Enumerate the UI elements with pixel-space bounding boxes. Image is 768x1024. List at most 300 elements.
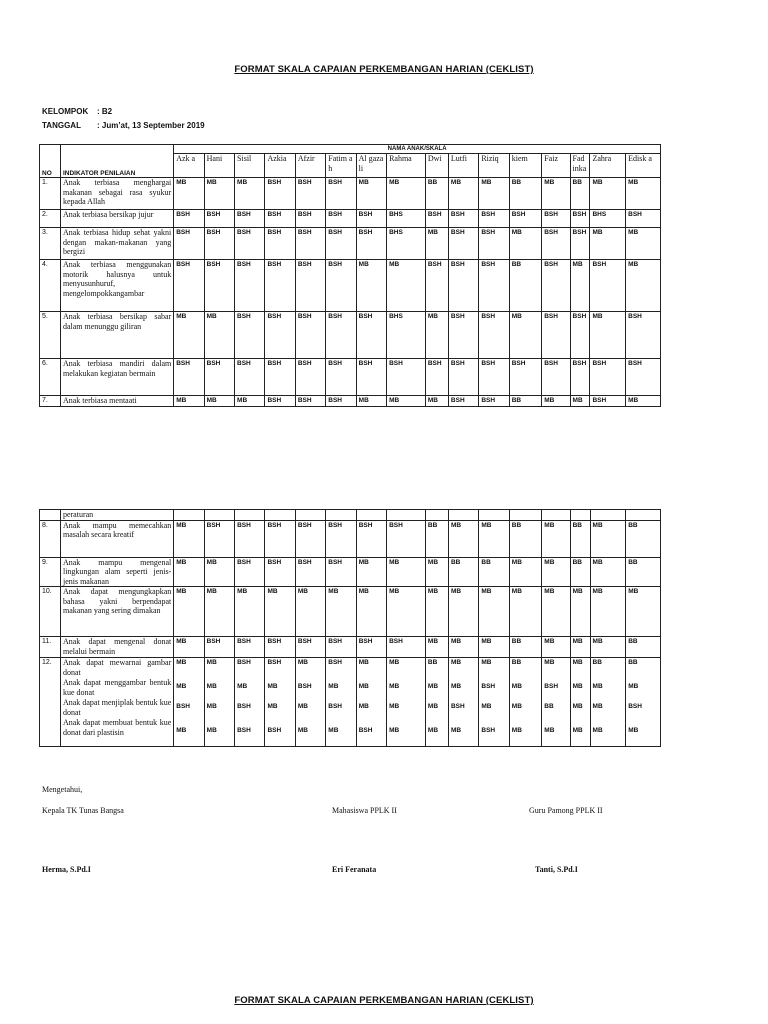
skala-value: MB (570, 587, 590, 637)
indikator-text: Anak mampu mengenal lingkungan alam seperti jenis-jenis makanan (60, 557, 173, 587)
skala-value: MB (509, 557, 542, 587)
skala-value: MB (592, 683, 603, 690)
skala-value: MB (509, 312, 542, 359)
skala-value: BSH (326, 260, 356, 312)
skala-value: BSH (425, 210, 448, 228)
skala-value: BHS (387, 228, 426, 260)
skala-value: BSH (235, 637, 265, 658)
skala-value-stack (448, 658, 478, 747)
skala-value: BSH (326, 210, 356, 228)
skala-value: BB (570, 520, 590, 557)
skala-value: MB (389, 659, 400, 666)
skala-value: MB (425, 557, 448, 587)
skala-value: BSH (542, 228, 570, 260)
skala-value: BSH (479, 312, 509, 359)
kepala-role: Kepala TK Tunas Bangsa (42, 806, 124, 815)
skala-value: BSH (326, 359, 356, 396)
skala-value: MB (204, 587, 234, 637)
skala-value: MB (542, 587, 570, 637)
row-number: 2. (40, 210, 61, 228)
skala-value: BSH (356, 637, 386, 658)
skala-value: BSH (387, 637, 426, 658)
skala-value: MB (265, 587, 295, 637)
skala-value: BSH (267, 659, 282, 666)
skala-value: MB (387, 587, 426, 637)
skala-value: BSH (326, 520, 356, 557)
skala-value: MB (176, 727, 187, 734)
skala-value: MB (450, 659, 462, 666)
skala-value: MB (628, 727, 639, 734)
skala-value: BSH (590, 260, 626, 312)
skala-value: BB (425, 520, 448, 557)
skala-value: BSH (297, 683, 312, 690)
skala-value: MB (356, 587, 386, 637)
skala-value-blank (387, 510, 426, 521)
skala-value: MB (425, 587, 448, 637)
tanggal-value: : Jum’at, 13 September 2019 (97, 121, 205, 130)
row-number-blank (40, 510, 61, 521)
skala-value-stack (542, 658, 570, 747)
skala-value: MB (389, 727, 400, 734)
skala-value: BSH (570, 312, 590, 359)
skala-value: MB (448, 178, 478, 210)
skala-value: BSH (295, 637, 325, 658)
skala-value: BSH (235, 557, 265, 587)
skala-value: BSH (448, 312, 478, 359)
skala-value: BSH (237, 727, 251, 734)
skala-value: MB (590, 587, 626, 637)
skala-value: BSH (509, 359, 542, 396)
skala-value: MB (590, 520, 626, 557)
skala-value: BSH (356, 359, 386, 396)
skala-value: MB (387, 557, 426, 587)
skala-value: BB (509, 396, 542, 407)
skala-value: MB (450, 683, 462, 690)
skala-value-blank (204, 510, 234, 521)
skala-value: BSH (235, 520, 265, 557)
skala-value-blank (542, 510, 570, 521)
skala-value: BB (626, 557, 661, 587)
skala-value: BB (509, 637, 542, 658)
skala-value: BSH (479, 396, 509, 407)
skala-value: MB (326, 587, 356, 637)
guru-name: Tanti, S.Pd.I (535, 865, 578, 874)
skala-value: BSH (387, 520, 426, 557)
table-row (40, 359, 661, 396)
indikator-text: Anak dapat mengenal donat melalui bermain (60, 637, 173, 658)
child-name: Riziq (479, 154, 509, 178)
child-name: Fad inka (570, 154, 590, 178)
skala-value: BSH (174, 260, 204, 312)
skala-value: MB (427, 727, 439, 734)
table-row (40, 210, 661, 228)
skala-value: MB (328, 727, 339, 734)
skala-value: BSH (265, 557, 295, 587)
skala-value: BSH (356, 228, 386, 260)
child-name: Azkia (265, 154, 295, 178)
skala-value: MB (174, 312, 204, 359)
kelompok-label: KELOMPOK (42, 107, 89, 116)
header-nama-anak: NAMA ANAK/SKALA (174, 145, 661, 154)
child-name: Zahra (590, 154, 626, 178)
skala-value: MB (427, 703, 439, 710)
skala-value: BB (509, 520, 542, 557)
table-row (40, 637, 661, 658)
page-title: FORMAT SKALA CAPAIAN PERKEMBANGAN HARIAN (CEKLIST) (234, 64, 534, 75)
skala-value: BB (427, 659, 438, 666)
header-row-group (40, 145, 661, 154)
skala-value-blank (356, 510, 386, 521)
skala-value: MB (448, 587, 478, 637)
header-row-names (40, 154, 661, 178)
skala-value: BB (626, 520, 661, 557)
skala-value: MB (267, 703, 278, 710)
skala-value: MB (542, 637, 570, 658)
child-name: Fatim ah (326, 154, 356, 178)
skala-value: MB (387, 396, 426, 407)
skala-value: BB (570, 557, 590, 587)
table-row-continued (40, 510, 661, 521)
sub-indikator-text: Anak dapat menjiplak bentuk kue donat (62, 698, 172, 717)
skala-value: BSH (204, 637, 234, 658)
skala-value: MB (358, 703, 369, 710)
skala-value: MB (626, 178, 661, 210)
skala-value: MB (176, 659, 187, 666)
skala-value: MB (206, 727, 217, 734)
table-row (40, 520, 661, 557)
skala-value: MB (358, 683, 369, 690)
header-blank-indikator (60, 145, 173, 154)
skala-value: MB (427, 683, 439, 690)
skala-value: BSH (235, 260, 265, 312)
skala-value-stack (626, 658, 661, 747)
skala-value-blank (479, 510, 509, 521)
tanggal-label: TANGGAL (42, 121, 81, 130)
skala-value-blank (509, 510, 542, 521)
skala-value: BSH (628, 703, 642, 710)
skala-value: BSH (295, 359, 325, 396)
header-indikator: INDIKATOR PENILAIAN (60, 154, 173, 178)
skala-value: BSH (265, 637, 295, 658)
skala-value: BSH (448, 260, 478, 312)
guru-role: Guru Pamong PPLK II (529, 806, 603, 815)
indikator-stack (60, 658, 173, 747)
skala-value: BSH (174, 228, 204, 260)
header-blank-no (40, 145, 61, 154)
skala-value: BSH (295, 178, 325, 210)
skala-value: MB (542, 557, 570, 587)
skala-value: BB (511, 659, 522, 666)
skala-value-stack (509, 658, 542, 747)
skala-value: BSH (542, 260, 570, 312)
skala-value: BSH (265, 228, 295, 260)
skala-value: MB (387, 178, 426, 210)
skala-value: BB (628, 659, 638, 666)
skala-value: MB (358, 659, 369, 666)
skala-value: BSH (626, 359, 661, 396)
table-row (40, 260, 661, 312)
skala-value: BSH (570, 210, 590, 228)
skala-value: BSH (204, 520, 234, 557)
skala-value: MB (511, 703, 522, 710)
skala-value: BSH (237, 659, 251, 666)
mahasiswa-name: Eri Feranata (332, 865, 377, 874)
skala-value: MB (328, 683, 339, 690)
skala-value: BB (592, 659, 602, 666)
page-title-2: FORMAT SKALA CAPAIAN PERKEMBANGAN HARIAN (CEKLIST) (234, 995, 534, 1006)
skala-value: MB (297, 703, 308, 710)
skala-value: MB (176, 683, 187, 690)
skala-value: BSH (626, 312, 661, 359)
skala-value-blank (590, 510, 626, 521)
skala-value: MB (297, 659, 308, 666)
skala-value: BSH (235, 359, 265, 396)
skala-value: BSH (265, 359, 295, 396)
skala-value: BSH (425, 359, 448, 396)
checklist-table-part2 (39, 509, 661, 747)
skala-value: MB (509, 587, 542, 637)
skala-value: BSH (326, 228, 356, 260)
skala-value: BSH (425, 260, 448, 312)
skala-value: BSH (326, 396, 356, 407)
skala-value: MB (206, 659, 217, 666)
child-name: Faiz (542, 154, 570, 178)
skala-value: BSH (356, 520, 386, 557)
skala-value: BSH (174, 359, 204, 396)
skala-value: MB (479, 178, 509, 210)
skala-value: MB (235, 178, 265, 210)
skala-value: MB (626, 587, 661, 637)
skala-value: MB (206, 703, 217, 710)
skala-value: MB (235, 587, 265, 637)
skala-value: MB (626, 260, 661, 312)
row-number: 3. (40, 228, 61, 260)
skala-value: BSH (176, 703, 190, 710)
skala-value: BSH (295, 228, 325, 260)
skala-value: BSH (479, 210, 509, 228)
skala-value: BSH (448, 396, 478, 407)
skala-value: MB (356, 396, 386, 407)
skala-value: BSH (326, 312, 356, 359)
child-name: kiem (509, 154, 542, 178)
skala-value: BSH (356, 312, 386, 359)
skala-value: BSH (204, 359, 234, 396)
skala-value: MB (204, 396, 234, 407)
skala-value: BSH (237, 703, 251, 710)
skala-value: MB (590, 228, 626, 260)
skala-value: MB (425, 637, 448, 658)
skala-value: MB (481, 703, 492, 710)
skala-value: BSH (235, 210, 265, 228)
skala-value: MB (626, 396, 661, 407)
child-name: Rahma (387, 154, 426, 178)
skala-value: BSH (265, 210, 295, 228)
skala-value-stack (265, 658, 295, 747)
skala-value: MB (509, 228, 542, 260)
sub-indikator-text: Anak dapat mewarnai gambar donat (62, 658, 172, 677)
skala-value: BSH (479, 228, 509, 260)
skala-value: BSH (448, 210, 478, 228)
skala-value: MB (425, 312, 448, 359)
table-row (40, 557, 661, 587)
skala-value: BHS (590, 210, 626, 228)
indikator-text: Anak terbiasa hidup sehat yakni dengan makan-makanan yang bergizi (60, 228, 173, 260)
skala-value: BSH (265, 396, 295, 407)
row-number: 10. (40, 587, 61, 637)
skala-value: MB (425, 396, 448, 407)
skala-value: MB (628, 683, 639, 690)
skala-value: BSH (265, 178, 295, 210)
skala-value: BSH (267, 727, 282, 734)
indikator-text: Anak mampu memecahkan masalah secara kreatif (60, 520, 173, 557)
skala-value: BSH (448, 228, 478, 260)
skala-value: MB (511, 727, 522, 734)
mengetahui-text: Mengetahui, (42, 785, 83, 794)
skala-value: MB (544, 727, 555, 734)
table-row (40, 178, 661, 210)
child-name: Azk a (174, 154, 204, 178)
skala-value-stack (174, 658, 204, 747)
indikator-text: Anak terbiasa mandiri dalam melakukan kegiatan bermain (60, 359, 173, 396)
skala-value: BSH (450, 703, 465, 710)
skala-value: MB (174, 520, 204, 557)
skala-value: MB (174, 557, 204, 587)
skala-value: MB (479, 637, 509, 658)
skala-value: MB (590, 178, 626, 210)
skala-value: BSH (295, 557, 325, 587)
skala-value: BSH (174, 210, 204, 228)
skala-value: MB (572, 703, 583, 710)
row-number: 12. (40, 658, 61, 747)
skala-value: BSH (265, 312, 295, 359)
table-row-12 (40, 658, 661, 747)
skala-value-stack (295, 658, 325, 747)
row-number: 4. (40, 260, 61, 312)
skala-value-stack (204, 658, 234, 747)
skala-value: BSH (448, 359, 478, 396)
skala-value-blank (326, 510, 356, 521)
skala-value-blank (265, 510, 295, 521)
indikator-text: Anak terbiasa menghargai makanan sebagai rasa syukur kepada Allah (60, 178, 173, 210)
skala-value: BSH (542, 210, 570, 228)
sub-indikator-text: Anak dapat menggambar bentuk kue donat (62, 678, 172, 697)
table-row (40, 312, 661, 359)
skala-value: BSH (295, 260, 325, 312)
skala-value: BSH (265, 260, 295, 312)
skala-value-blank (448, 510, 478, 521)
kepala-name: Herma, S.Pd.I (42, 865, 91, 874)
skala-value: BSH (479, 359, 509, 396)
skala-value: BSH (265, 520, 295, 557)
skala-value: BB (479, 557, 509, 587)
skala-value: MB (590, 312, 626, 359)
skala-value: BB (425, 178, 448, 210)
skala-value: MB (204, 557, 234, 587)
skala-value: MB (481, 659, 492, 666)
skala-value: BSH (544, 683, 559, 690)
skala-value: MB (389, 703, 400, 710)
sub-indikator-text: Anak dapat membuat bentuk kue donat dari plastisin (62, 718, 172, 737)
skala-value: MB (389, 683, 400, 690)
child-name: Edisk a (626, 154, 661, 178)
skala-value: BSH (328, 703, 343, 710)
skala-value: MB (542, 178, 570, 210)
skala-value: BSH (295, 312, 325, 359)
skala-value: MB (267, 683, 278, 690)
skala-value: MB (572, 683, 583, 690)
skala-value: MB (542, 396, 570, 407)
child-name: Hani (204, 154, 234, 178)
skala-value: BHS (387, 210, 426, 228)
skala-value: MB (544, 659, 555, 666)
skala-value: BSH (204, 260, 234, 312)
row-number: 9. (40, 557, 61, 587)
row-number: 8. (40, 520, 61, 557)
indikator-text: Anak terbiasa mentaati (60, 396, 173, 407)
skala-value-stack (479, 658, 509, 747)
skala-value-blank (425, 510, 448, 521)
skala-value: BSH (326, 178, 356, 210)
skala-value: MB (511, 683, 522, 690)
skala-value: BSH (235, 228, 265, 260)
skala-value: BSH (358, 727, 373, 734)
child-name: Sisil (235, 154, 265, 178)
skala-value: MB (297, 727, 308, 734)
skala-value-stack (326, 658, 356, 747)
kelompok-value: : B2 (97, 107, 113, 116)
indikator-text: Anak terbiasa menggunakan motorik halusnya untuk menyusunhuruf, mengelompokkangambar (60, 260, 173, 312)
skala-value: BSH (626, 210, 661, 228)
skala-value: MB (572, 727, 583, 734)
skala-value-stack (425, 658, 448, 747)
skala-value: BSH (570, 359, 590, 396)
skala-value-stack (235, 658, 265, 747)
table-row (40, 587, 661, 637)
skala-value: MB (626, 228, 661, 260)
skala-value: MB (204, 178, 234, 210)
skala-value: MB (174, 396, 204, 407)
skala-value: BSH (387, 359, 426, 396)
skala-value: MB (235, 396, 265, 407)
skala-value: BSH (481, 727, 496, 734)
skala-value: MB (387, 260, 426, 312)
skala-value: BSH (542, 312, 570, 359)
mahasiswa-role: Mahasiswa PPLK II (332, 806, 397, 815)
row-number: 6. (40, 359, 61, 396)
table-row (40, 396, 661, 407)
skala-value: BSH (295, 396, 325, 407)
skala-value: BSH (295, 210, 325, 228)
skala-value: BSH (590, 396, 626, 407)
skala-value: BSH (509, 210, 542, 228)
indikator-text: Anak dapat mengungkapkan bahasa yakni berpendapat makanan yang sering dimakan (60, 587, 173, 637)
child-name: Afzir (295, 154, 325, 178)
skala-value: BB (509, 260, 542, 312)
skala-value: BHS (387, 312, 426, 359)
skala-value: BSH (570, 228, 590, 260)
skala-value: MB (479, 587, 509, 637)
skala-value: BB (570, 178, 590, 210)
skala-value-stack (590, 658, 626, 747)
skala-value: MB (572, 659, 583, 666)
row-number: 1. (40, 178, 61, 210)
skala-value: BSH (204, 210, 234, 228)
skala-value: MB (542, 520, 570, 557)
skala-value: MB (450, 727, 462, 734)
skala-value: MB (174, 587, 204, 637)
skala-value-blank (174, 510, 204, 521)
indikator-text-continued: peraturan (60, 510, 173, 521)
